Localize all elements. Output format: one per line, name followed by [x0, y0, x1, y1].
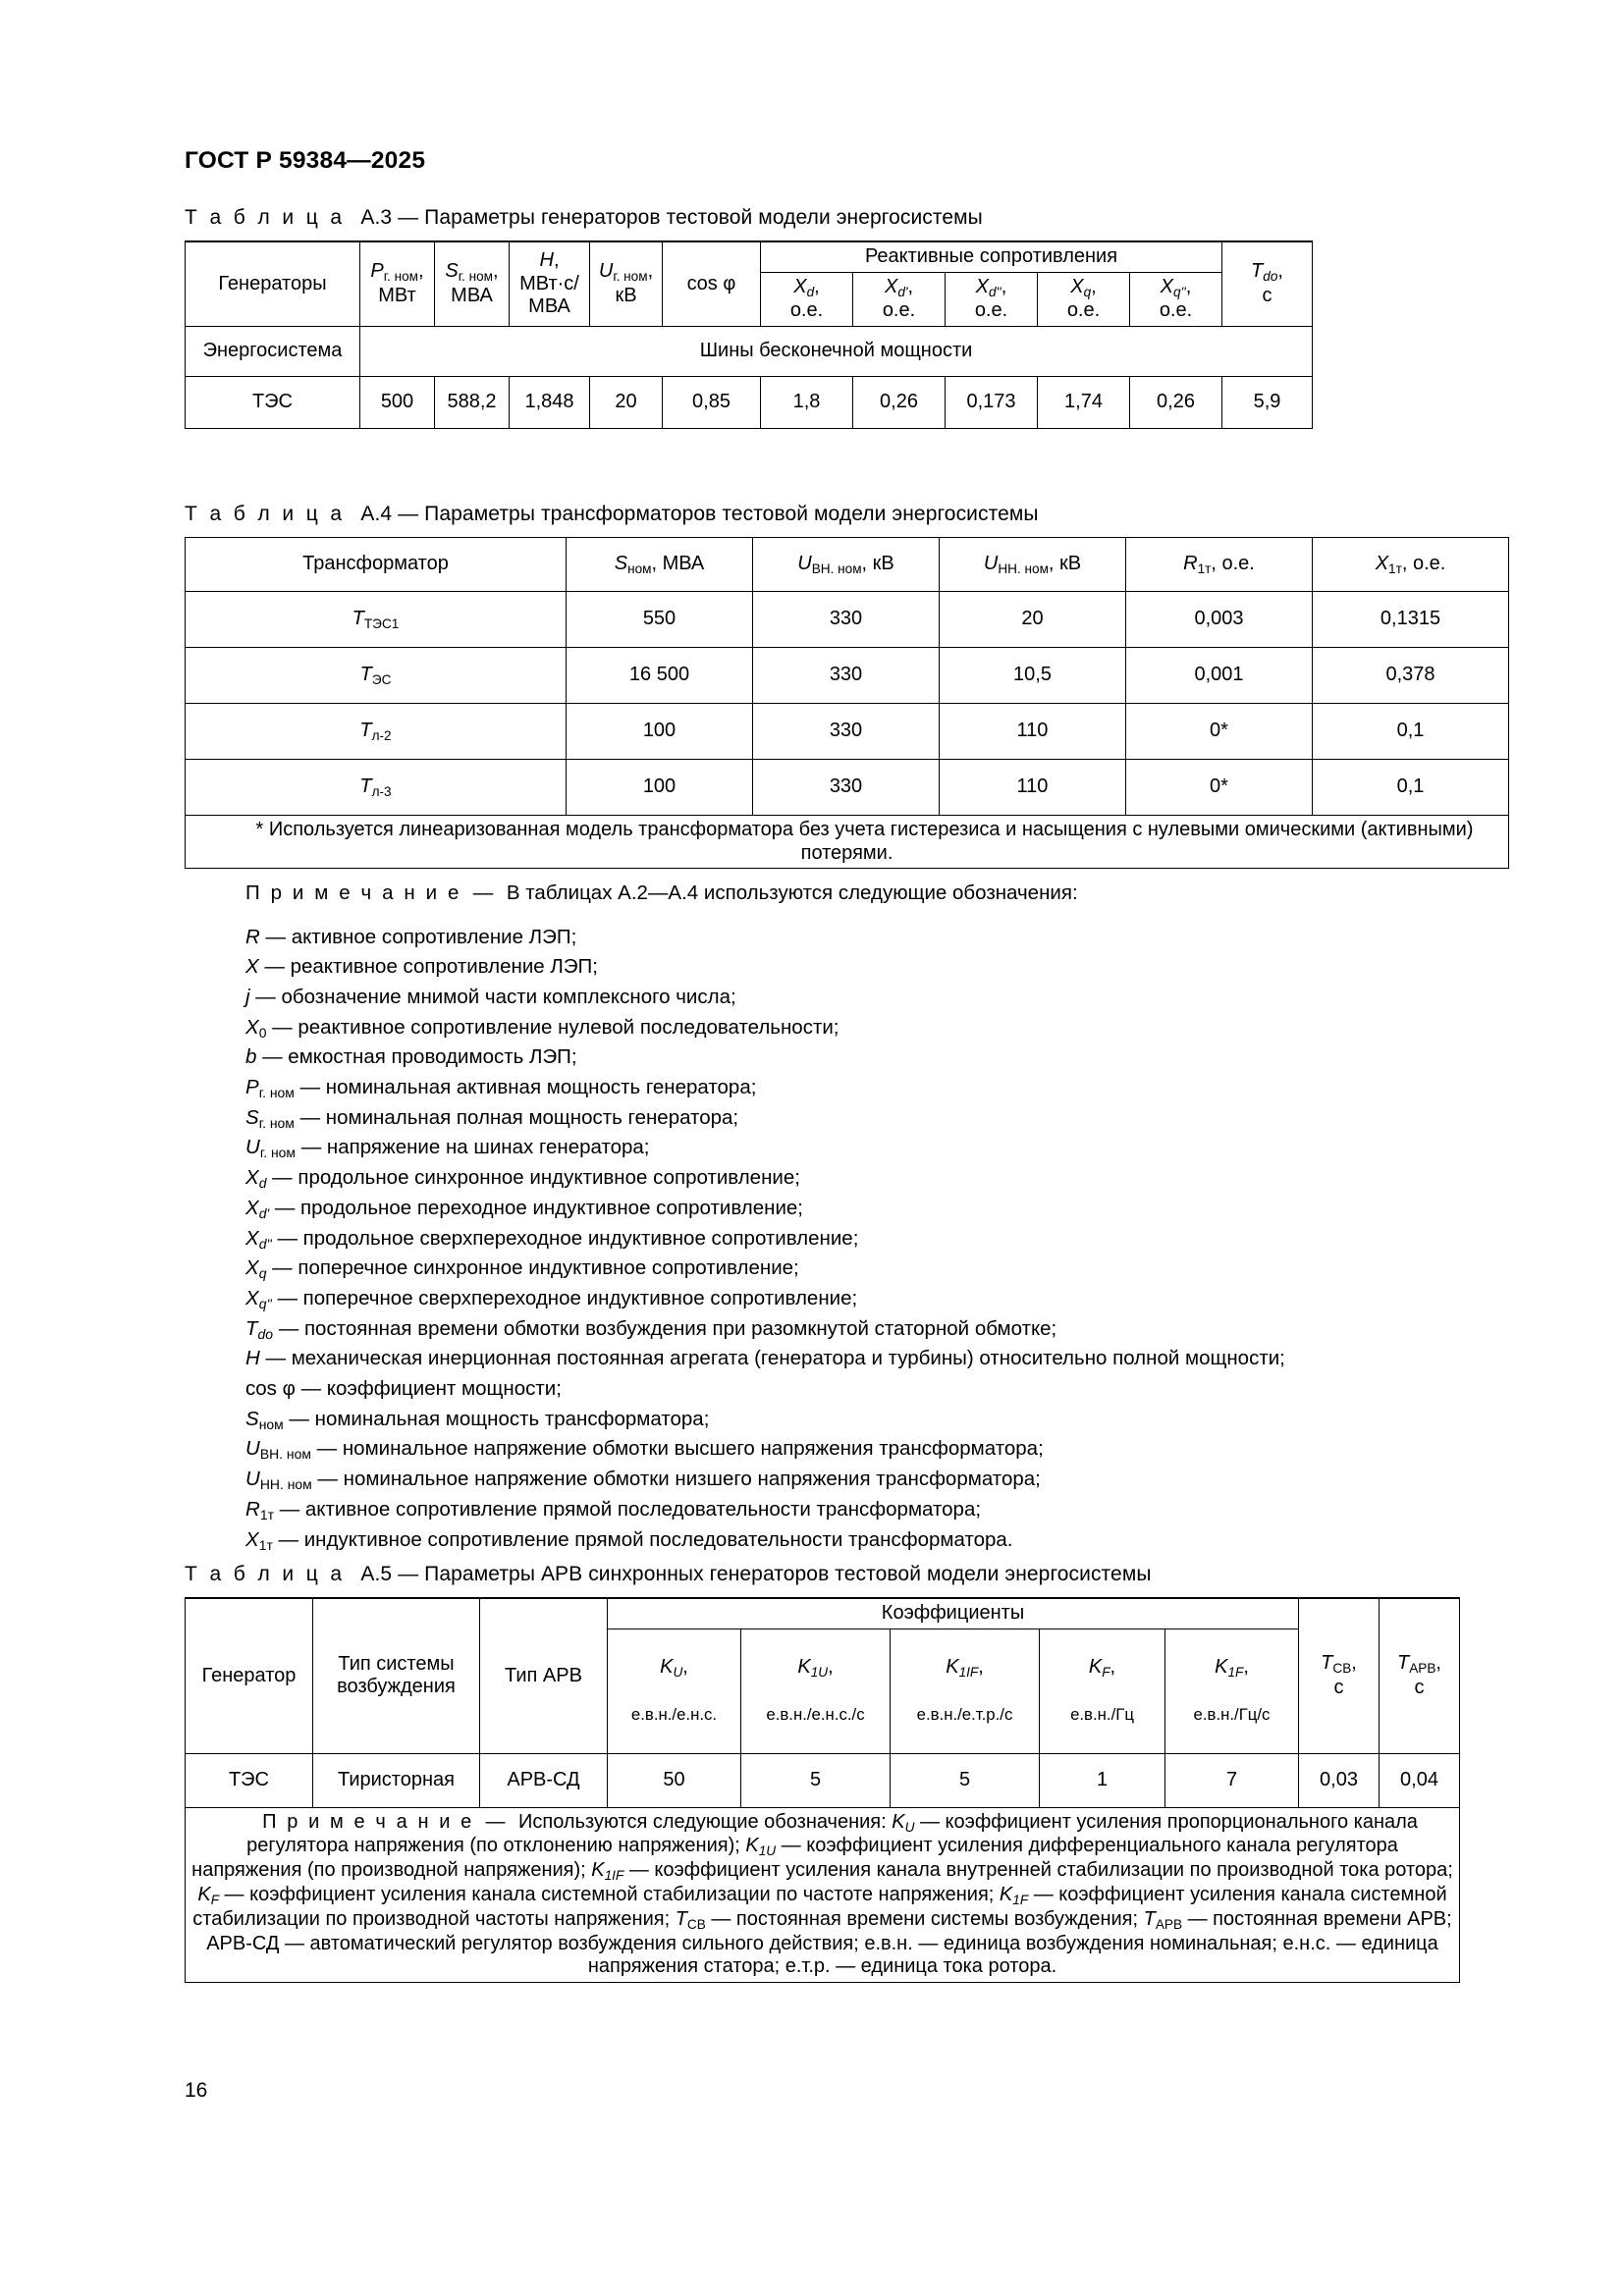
table-a3-header-row-1 — [186, 241, 1313, 272]
notation-item: $X_{d'}$ — продольное переходное индуктивное сопротивление; — [245, 1196, 803, 1221]
cell-value: 0,378 — [1313, 648, 1509, 704]
th-r1t: $R_{1т}$, о.е. — [1126, 538, 1313, 592]
notation-item: $P_{г. ном}$ — номинальная активная мощность генератора; — [245, 1075, 757, 1100]
table-a5-block — [185, 1563, 1460, 1983]
notation-item: X — реактивное сопротивление ЛЭП; — [245, 955, 598, 979]
notes-lead-line — [245, 879, 1502, 909]
cell-value: 0* — [1126, 760, 1313, 816]
table-a5-note: П р и м е ч а н и е — Используются следующие обозначения: $K_U$ — коэффициент усиления пропорционального канала регулятора напряжения (по отклонению напряжения); $K_{1U}$ — коэффициент усиления дифференциального канала регулятора напряжения (по производной напряжения); $K_{1IF}$ — коэффициент усиления канала внутренней стабилизации по производной тока ротора; $K_F$ — коэффициент усиления канала системной стабилизации по частоте напряжения; $K_{1F}$ — коэффициент усиления канала системной стабилизации по производной частоты напряжения; $T_{СВ}$ — постоянная времени системы возбуждения; $T_{АРВ}$ — постоянная времени АРВ; АРВ-СД — автоматический регулятор возбуждения сильного действия; е.в.н. — единица возбуждения номинальная; е.н.с. — единица напряжения статора; е.т.р. — единица тока ротора. — [186, 1807, 1460, 1982]
table-a4-footnote — [186, 816, 1509, 869]
table-a4-block — [185, 503, 1509, 869]
th-generator: Генератор — [186, 1598, 313, 1753]
notation-item: $T_{do}$ — постоянная времени обмотки возбуждения при разомкнутой статорной обмотке; — [245, 1316, 1057, 1342]
notation-item: $R_{1т}$ — активное сопротивление прямой последовательности трансформатора; — [245, 1497, 982, 1522]
th-x1t: $X_{1т}$, о.е. — [1313, 538, 1509, 592]
table-a5 — [185, 1597, 1460, 1983]
cell-value: 330 — [753, 648, 940, 704]
notation-item: $S_{г. ном}$ — номинальная полная мощность генератора; — [245, 1105, 739, 1131]
cell-value: 5 — [741, 1753, 891, 1807]
table-a4-caption-number: А.4 — [360, 503, 393, 525]
notation-notes-block — [245, 879, 1502, 1555]
table-a4-caption-text: — Параметры трансформаторов тестовой модели энергосистемы — [398, 503, 1039, 525]
th-tdo: $T_{do}$, с — [1222, 241, 1313, 327]
table-a4-caption-prefix: Т а б л и ц а — [185, 503, 346, 525]
notation-item: $U_{г. ном}$ — напряжение на шинах генератора; — [245, 1136, 650, 1161]
cell-value: 0* — [1126, 704, 1313, 760]
th-coefficients-group: Коэффициенты — [608, 1598, 1299, 1629]
cell-value: Тиристорная — [313, 1753, 480, 1807]
cell-value: 0,1 — [1313, 760, 1509, 816]
th-xd-dprime: $X_{d''}$, о.е. — [946, 272, 1038, 326]
th-generators: Генераторы — [186, 241, 360, 327]
cell-value: 7 — [1165, 1753, 1299, 1807]
cell-value: 20 — [940, 592, 1126, 648]
notation-item: cos φ — коэффициент мощности; — [245, 1377, 562, 1401]
cell-value: 500 — [360, 377, 435, 429]
th-arv-type: Тип АРВ — [480, 1598, 608, 1753]
notation-item: b — емкостная проводимость ЛЭП; — [245, 1045, 577, 1069]
cell-value: 330 — [753, 592, 940, 648]
cell-value: 0,85 — [663, 377, 761, 429]
cell-transformer-name: $Т_{ЭС}$ — [186, 648, 567, 704]
notation-item: $X_{1т}$ — индуктивное сопротивление прямой последовательности трансформатора. — [245, 1527, 1013, 1553]
th-xd-prime: $X_{d'}$, о.е. — [853, 272, 946, 326]
table-a5-caption-text: — Параметры АРВ синхронных генераторов тестовой модели энергосистемы — [398, 1563, 1152, 1585]
page-number: 16 — [185, 2079, 208, 2102]
cell-value: 5,9 — [1222, 377, 1313, 429]
th-xd: $X_d$, о.е. — [761, 272, 853, 326]
cell-value: 0,173 — [946, 377, 1038, 429]
th-h: H, МВт·с/ МВА — [510, 241, 590, 327]
notation-item: $X_q$ — поперечное синхронное индуктивное сопротивление; — [245, 1256, 799, 1282]
cell-transformer-name: $Т_{л-3}$ — [186, 760, 567, 816]
table-row — [186, 760, 1509, 816]
table-row — [186, 377, 1313, 429]
cell-value: 0,1 — [1313, 704, 1509, 760]
table-a5-note-lead: П р и м е ч а н и е — [262, 1810, 474, 1833]
cell-tes-name: ТЭС — [186, 377, 360, 429]
cell-value: 0,26 — [1130, 377, 1222, 429]
notation-item: $X_d$ — продольное синхронное индуктивное сопротивление; — [245, 1166, 800, 1191]
th-cos-phi: cos φ — [663, 241, 761, 327]
cell-transformer-name: $Т_{л-2}$ — [186, 704, 567, 760]
cell-value: 588,2 — [435, 377, 510, 429]
notation-item: $U_{ВН. ном}$ — номинальное напряжение обмотки высшего напряжения трансформатора; — [245, 1437, 1044, 1463]
cell-transformer-name: $Т_{ТЭС1}$ — [186, 592, 567, 648]
th-k1if: $K_{1IF}$, е.в.н./е.т.р./с — [891, 1629, 1040, 1753]
cell-value: 0,04 — [1380, 1753, 1460, 1807]
notation-item: $S_{ном}$ — номинальная мощность трансформатора; — [245, 1407, 710, 1432]
table-a4 — [185, 537, 1509, 869]
th-s-nom: $S_{г. ном}$, МВА — [435, 241, 510, 327]
cell-value: 1 — [1040, 1753, 1165, 1807]
table-row — [186, 648, 1509, 704]
th-p-nom: $P_{г. ном}$, МВт — [360, 241, 435, 327]
cell-value: 1,74 — [1038, 377, 1130, 429]
table-row — [186, 704, 1509, 760]
table-a3-caption-number: А.3 — [360, 206, 393, 229]
cell-value: 1,8 — [761, 377, 853, 429]
table-a5-caption-number: А.5 — [360, 1563, 393, 1585]
table-a3-caption — [185, 206, 1313, 230]
notation-item: $X_{d''}$ — продольное сверхпереходное индуктивное сопротивление; — [245, 1226, 859, 1252]
cell-infinite-bus: Шины бесконечной мощности — [360, 327, 1313, 377]
th-ku: $K_U$, е.в.н./е.н.с. — [608, 1629, 741, 1753]
notation-item: H — механическая инерционная постоянная агрегата (генератора и турбины) относительно полной мощности; — [245, 1347, 1285, 1370]
table-a5-caption-prefix: Т а б л и ц а — [185, 1563, 346, 1585]
th-k1f: $K_{1F}$, е.в.н./Гц/с — [1165, 1629, 1299, 1753]
cell-value: 16 500 — [567, 648, 753, 704]
notation-item: j — обозначение мнимой части комплексного числа; — [245, 985, 736, 1008]
cell-value: ТЭС — [186, 1753, 313, 1807]
table-a3-block — [185, 206, 1313, 429]
notation-item: $X_0$ — реактивное сопротивление нулевой последовательности; — [245, 1015, 839, 1041]
cell-value: 1,848 — [510, 377, 590, 429]
cell-value: 5 — [891, 1753, 1040, 1807]
cell-value: 0,1315 — [1313, 592, 1509, 648]
th-kf: $K_F$, е.в.н./Гц — [1040, 1629, 1165, 1753]
table-a4-header-row — [186, 538, 1509, 592]
cell-value: 100 — [567, 760, 753, 816]
th-u-vn-nom: $U_{ВН. ном}$, кВ — [753, 538, 940, 592]
notation-item: R — активное сопротивление ЛЭП; — [245, 925, 577, 948]
page-header-standard-number: ГОСТ Р 59384—2025 — [185, 147, 426, 174]
th-s-nom: $S_{ном}$, МВА — [567, 538, 753, 592]
th-tsv: $T_{СВ}$, с — [1299, 1598, 1380, 1753]
cell-value: 0,001 — [1126, 648, 1313, 704]
th-transformer: Трансформатор — [186, 538, 567, 592]
notes-lead-dash: — — [472, 881, 494, 904]
table-row — [186, 1753, 1460, 1807]
th-excitation-system-type: Тип системы возбуждения — [313, 1598, 480, 1753]
th-u-nn-nom: $U_{НН. ном}$, кВ — [940, 538, 1126, 592]
th-k1u: $K_{1U}$, е.в.н./е.н.с./с — [741, 1629, 891, 1753]
table-a3-caption-prefix: Т а б л и ц а — [185, 206, 346, 229]
cell-value: 20 — [590, 377, 663, 429]
notes-lead-text: В таблицах А.2—А.4 используются следующие обозначения: — [506, 881, 1078, 904]
cell-system-name: Энергосистема — [186, 327, 360, 377]
table-a4-caption — [185, 503, 1509, 526]
cell-value: АРВ-СД — [480, 1753, 608, 1807]
table-a4-footnote-row — [186, 816, 1509, 869]
th-tarv: $T_{АРВ}$, с — [1380, 1598, 1460, 1753]
table-a5-header-row-1 — [186, 1598, 1460, 1629]
th-xq: $X_q$, о.е. — [1038, 272, 1130, 326]
cell-value: 330 — [753, 704, 940, 760]
table-a5-note-row — [186, 1807, 1460, 1982]
table-a5-note-dash: — — [485, 1810, 506, 1833]
cell-value: 110 — [940, 704, 1126, 760]
table-a3 — [185, 240, 1313, 429]
cell-value: 110 — [940, 760, 1126, 816]
table-a4-footnote-text: * Используется линеаризованная модель трансформатора без учета гистерезиса и насыщения с нулевыми омическими (активными) потерями. — [255, 819, 1474, 864]
cell-value: 10,5 — [940, 648, 1126, 704]
cell-value: 0,26 — [853, 377, 946, 429]
cell-value: 550 — [567, 592, 753, 648]
notation-item: $X_{q''}$ — поперечное сверхпереходное индуктивное сопротивление; — [245, 1286, 858, 1311]
cell-value: 50 — [608, 1753, 741, 1807]
notation-item: $U_{НН. ном}$ — номинальное напряжение обмотки низшего напряжения трансформатора; — [245, 1468, 1041, 1492]
cell-value: 330 — [753, 760, 940, 816]
th-reactances-group: Реактивные сопротивления — [761, 241, 1222, 272]
table-row — [186, 592, 1509, 648]
table-a5-caption — [185, 1563, 1460, 1586]
table-row — [186, 327, 1313, 377]
table-a3-caption-text: — Параметры генераторов тестовой модели энергосистемы — [398, 206, 983, 229]
th-xq-dprime: $X_{q''}$, о.е. — [1130, 272, 1222, 326]
notes-lead-word: П р и м е ч а н и е — [245, 881, 461, 904]
cell-value: 0,03 — [1299, 1753, 1380, 1807]
cell-value: 100 — [567, 704, 753, 760]
cell-value: 0,003 — [1126, 592, 1313, 648]
th-u-nom: $U_{г. ном}$, кВ — [590, 241, 663, 327]
